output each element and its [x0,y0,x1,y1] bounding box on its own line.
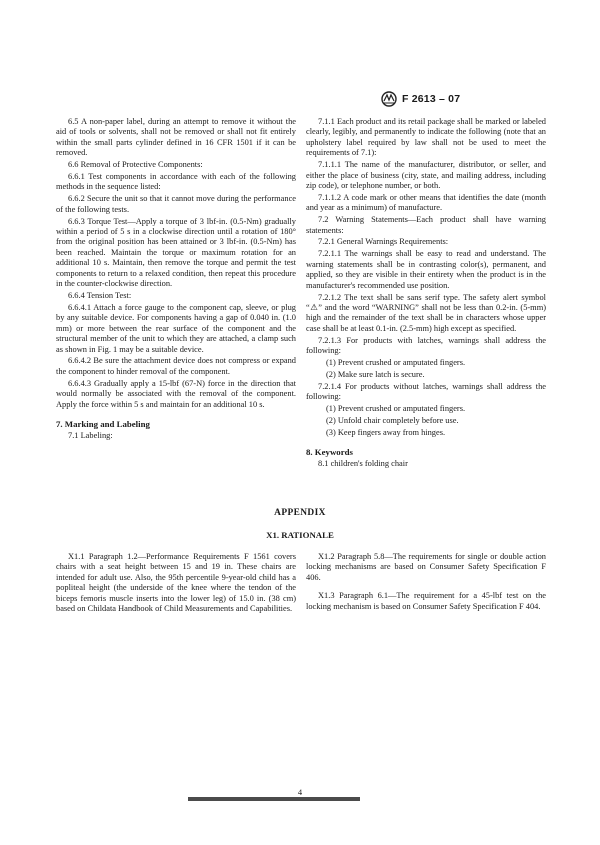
paragraph-6-6-4-2: 6.6.4.2 Be sure the attachment device does not compress or expand the component to hinder removal of the component. [56,356,296,376]
paragraph-7-2-1: 7.2.1 General Warnings Requirements: [318,237,449,247]
right-column [306,117,546,471]
astm-logo-icon [380,91,398,107]
document-header [380,90,580,108]
paragraph-7-2-1-2: 7.2.1.2 The text shall be sans serif type. The safety alert symbol “⚠” and the word “WARNING” shall not be less than 0.2-in. (5-mm) high and the remainder of the text shall be in characters whose upper case shall be at least 0.1-in. (2.5-mm) high except as specified. [306,292,546,333]
paragraph-7-1: 7.1 Labeling: [68,430,113,440]
rationale-title: X1. RATIONALE [266,530,334,540]
appendix-left-column [56,552,296,616]
paragraph-6-6-4-1: 6.6.4.1 Attach a force gauge to the component cap, sleeve, or plug by any suitable device. For components having a gap of 0.040 in. (1.0 mm) or more between the rear surface of the component and the structural member of the unit to which they are attached, a clamp such as shown in Fig. 1 may be a suitable device. [56,302,296,354]
paragraph-6-6-4: 6.6.4 Tension Test: [68,291,132,300]
list-item: (1) Prevent crushed or amputated fingers. [326,357,466,367]
paragraph-6-5: 6.5 A non-paper label, during an attempt to remove it without the aid of tools or solvents, shall not be removed or shall not fit entirely within the small parts cylinder defined in 16 CFR 1501 if it can be removed. [56,117,296,158]
paragraph-x1-2: X1.2 Paragraph 5.8—The requirements for single or double action locking mechanisms are based on Consumer Safety Specification F 406. [306,552,546,582]
paragraph-7-2-1-4: 7.2.1.4 For products without latches, warnings shall address the following: [306,381,546,402]
paragraph-6-6: 6.6 Removal of Protective Components: [68,160,203,170]
section-7-heading: 7. Marking and Labeling [56,418,150,429]
list-item: (2) Unfold chair completely before use. [326,415,459,425]
section-8-heading: 8. Keywords [306,447,353,458]
paragraph-7-1-1: 7.1.1 Each product and its retail package shall be marked or labeled clearly, legibly, and permanently to indicate the following (note that an upholstery label required by law shall not be used to meet the requirements of 7.1): [306,117,546,158]
list-item: (3) Keep fingers away from hinges. [326,427,446,437]
paragraph-8-1: 8.1 children's folding chair [318,459,408,469]
paragraph-6-6-2: 6.6.2 Secure the unit so that it cannot move during the performance of the following tests. [56,194,296,214]
paragraph-7-2-1-3: 7.2.1.3 For products with latches, warnings shall address the following: [306,335,546,356]
paragraph-7-2: 7.2 Warning Statements—Each product shall have warning statements: [306,215,546,235]
paragraph-6-6-1: 6.6.1 Test components in accordance with each of the following methods in the sequence listed: [56,172,296,192]
footer-bar [188,797,360,801]
paragraph-7-1-1-2: 7.1.1.2 A code mark or other means that identifies the date (month and year as a minimum) of manufacture. [306,192,546,213]
list-item: (1) Prevent crushed or amputated fingers. [326,404,466,414]
page-number: 4 [297,787,303,797]
paragraph-x1-1: X1.1 Paragraph 1.2—Performance Requirements F 1561 covers chairs with a seat height between 15 and 19 in. These chairs are intended for adult use. Also, the 95th percentile 9-year-old child has a popliteal height (the underside of the knee where the tendon of the biceps femoris muscle inserts into the lower leg) of 15.0 in. (38 cm) based on Childata Handbook of Child Measurements and Capabilities. [56,552,296,614]
paragraph-7-1-1-1: 7.1.1.1 The name of the manufacturer, distributor, or seller, and either the place of business (city, state, and mailing address, including zip code), or telephone number, or both. [306,160,546,190]
document-id: F 2613 – 07 [402,93,461,105]
paragraph-x1-3: X1.3 Paragraph 6.1—The requirement for a 45-lbf test on the locking mechanism is based on Consumer Safety Specification F 404. [306,591,546,611]
list-item: (2) Make sure latch is secure. [326,369,425,379]
paragraph-6-6-3: 6.6.3 Torque Test—Apply a torque of 3 lbf-in. (0.5-Nm) gradually within a period of 5 s in a clockwise direction until a rotation of 180° from the original position has been attained or 3 lbf-in. (0.5-Nm) has been reached. Maintain the torque or maximum rotation for an additional 10 s. Maintain, then remove the torque and permit the test components to return to a relaxed condition, then repeat this procedure in the counter-clockwise direction. [56,216,296,289]
appendix-right-column [306,552,546,614]
paragraph-7-2-1-1: 7.2.1.1 The warnings shall be easy to read and understand. The warning statements shall be in contrasting color(s), permanent, and applied, so they are visible in their entirety when the product is in the manufacturer's recommended use position. [306,249,546,290]
appendix-title: APPENDIX [274,508,326,518]
paragraph-6-6-4-3: 6.6.4.3 Gradually apply a 15-lbf (67-N) force in the direction that would normally be associated with the removal of the component. Apply the force within 5 s and maintain for an additional 10 s. [56,378,296,409]
left-column [56,117,296,443]
